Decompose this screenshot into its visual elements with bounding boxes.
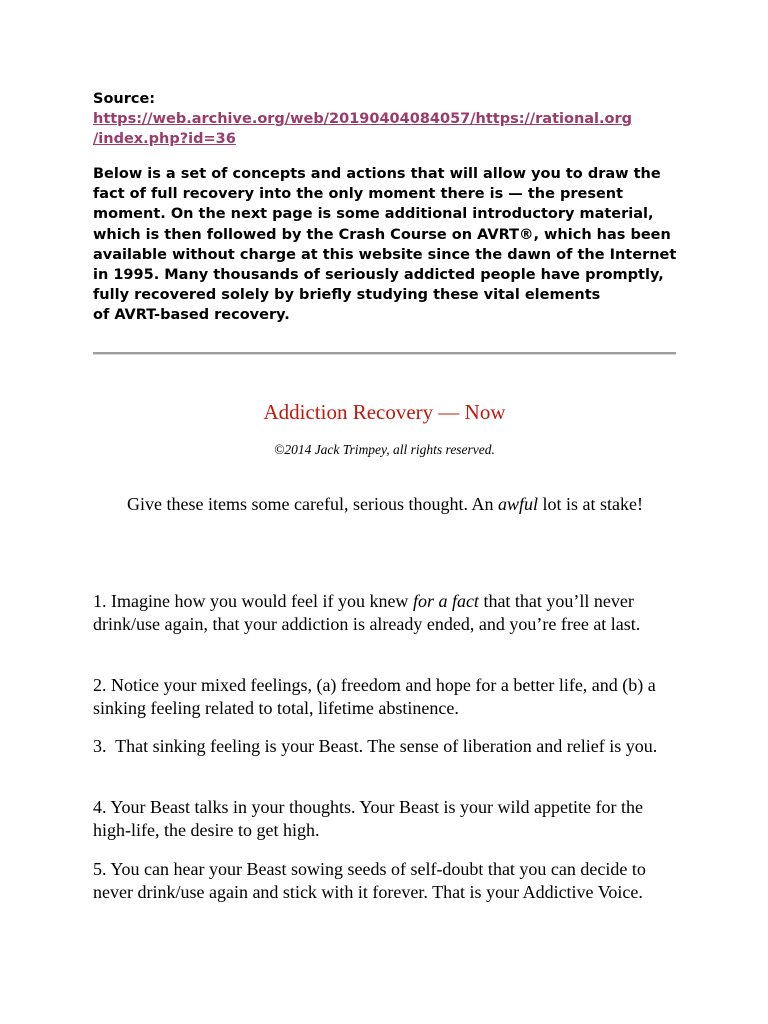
source-link-line1[interactable]: https://web.archive.org/web/20190404084057/https://rational.org — [93, 111, 633, 127]
intro-line: of AVRT-based recovery. — [93, 307, 290, 324]
intro-paragraph — [93, 164, 688, 326]
source-link[interactable] — [93, 109, 683, 149]
horizontal-divider — [93, 352, 676, 355]
lead-paragraph — [110, 493, 660, 516]
source-link-line2[interactable]: /index.php?id=36 — [93, 131, 236, 147]
source-label: Source: — [93, 91, 156, 107]
lead-text-after: lot is at stake! — [537, 494, 643, 514]
item1-text-after: that that you’ll never drink/use again, that your addiction is already ended, and you’re free at last. — [93, 591, 641, 634]
intro-line: in 1995. Many thousands of seriously addicted people have promptly, — [93, 267, 664, 284]
list-item-5: 5. You can hear your Beast sowing seeds of self-doubt that you can decide to never drink/use again and stick with it forever. That is your Addictive Voice. — [93, 859, 646, 902]
item1-text-before: 1. Imagine how you would feel if you knew — [93, 591, 413, 611]
intro-line: fact of full recovery into the only moment there is — the present — [93, 186, 624, 203]
item1-emphasis: for a fact — [412, 591, 479, 611]
copyright-notice: ©2014 Jack Trimpey, all rights reserved. — [274, 442, 495, 457]
intro-line: which is then followed by the Crash Course on AVRT®, which has been — [93, 226, 671, 243]
list-item-3: 3. That sinking feeling is your Beast. The sense of liberation and relief is you. — [93, 736, 658, 756]
intro-line: fully recovered solely by briefly studying these vital elements — [93, 287, 601, 304]
intro-line: moment. On the next page is some additional introductory material, — [93, 206, 654, 223]
list-item-1 — [93, 590, 678, 635]
lead-emphasis: awful — [497, 494, 538, 514]
intro-line: available without charge at this website since the dawn of the Internet — [93, 246, 677, 263]
page-title: Addiction Recovery — Now — [263, 400, 506, 424]
intro-line: Below is a set of concepts and actions that will allow you to draw the — [93, 166, 661, 182]
lead-text-before: Give these items some careful, serious thought. An — [127, 494, 498, 514]
list-item-2: 2. Notice your mixed feelings, (a) freedom and hope for a better life, and (b) a sinking feeling related to total, lifetime abstinence. — [93, 675, 656, 718]
list-item-4: 4. Your Beast talks in your thoughts. Your Beast is your wild appetite for the high-life, the desire to get high. — [93, 797, 643, 840]
